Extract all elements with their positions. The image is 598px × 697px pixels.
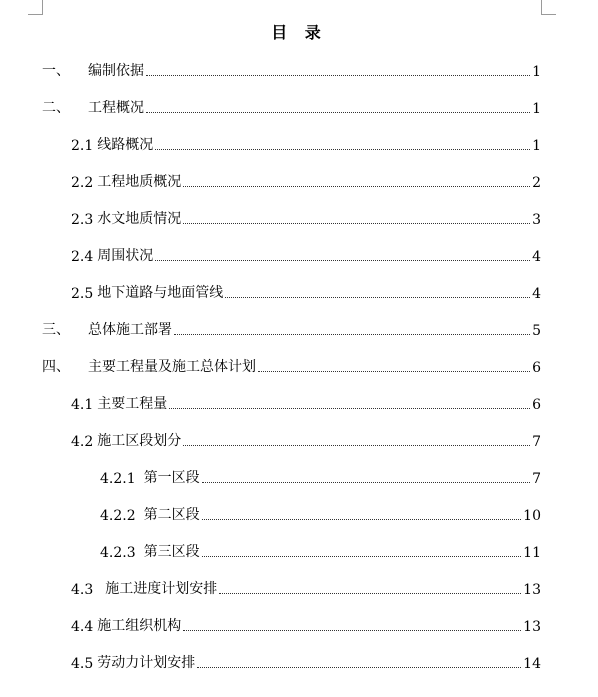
toc-entry-number: 4.2.3: [100, 545, 136, 561]
toc-entry[interactable]: [42, 95, 541, 117]
dot-leader: [174, 334, 530, 335]
toc-entry-title: 工程地质概况: [97, 174, 182, 190]
page-corner-mark-right: [541, 0, 556, 15]
dot-leader: [169, 408, 530, 409]
dot-leader: [183, 630, 521, 631]
toc-entry-number: 4.2: [71, 434, 94, 450]
toc-entry[interactable]: [71, 206, 541, 228]
toc-entry-page: 4: [532, 286, 541, 302]
toc-entry[interactable]: [71, 428, 541, 450]
dot-leader: [219, 593, 521, 594]
toc-entry[interactable]: [42, 58, 541, 80]
toc-entry-title: 施工进度计划安排: [105, 581, 218, 597]
toc-entry-title: 总体施工部署: [88, 322, 172, 338]
toc-entry[interactable]: [71, 613, 541, 635]
toc-entry-page: 7: [532, 434, 541, 450]
dot-leader: [197, 667, 521, 668]
toc-entry-page: 3: [532, 212, 541, 228]
toc-entry-number: 2.1: [71, 138, 94, 154]
toc-entry-page: 13: [523, 619, 541, 635]
toc-entry-title: 第二区段: [143, 507, 200, 523]
toc-entry-title: 施工组织机构: [97, 618, 182, 634]
toc-entry-number: 4.2.2: [100, 508, 136, 524]
dot-leader: [202, 556, 522, 557]
dot-leader: [146, 75, 530, 76]
toc-entry[interactable]: [71, 280, 541, 302]
dot-leader: [258, 371, 530, 372]
dot-leader: [146, 112, 530, 113]
dot-leader: [225, 297, 530, 298]
toc-entry-number: 三、: [42, 322, 70, 338]
toc-entry[interactable]: [71, 391, 541, 413]
toc-entry[interactable]: [71, 169, 541, 191]
toc-entry-title: 工程概况: [88, 100, 144, 116]
toc-entry-title: 编制依据: [88, 63, 144, 79]
toc-entry-title: 主要工程量及施工总体计划: [88, 359, 256, 375]
dot-leader: [155, 149, 530, 150]
toc-entry-page: 5: [532, 323, 541, 339]
toc-entry-number: 2.5: [71, 286, 94, 302]
toc-entry-title: 水文地质情况: [97, 211, 182, 227]
toc-entry[interactable]: [100, 465, 541, 487]
toc-entry-page: 1: [532, 138, 541, 154]
toc-entry-number: 四、: [42, 359, 70, 375]
dot-leader: [183, 223, 530, 224]
toc-entry-title: 第三区段: [143, 544, 200, 560]
toc-entry-number: 4.5: [71, 656, 94, 672]
toc-entry[interactable]: [100, 539, 541, 561]
toc-entry-page: 11: [523, 545, 541, 561]
toc-entry-page: 6: [532, 397, 541, 413]
dot-leader: [202, 519, 522, 520]
toc-entry-page: 7: [532, 471, 541, 487]
dot-leader: [202, 482, 530, 483]
toc-entry-number: 一、: [42, 63, 70, 79]
toc-entry-title: 劳动力计划安排: [97, 655, 196, 671]
toc-entry-title: 地下道路与地面管线: [97, 285, 224, 301]
toc-entry-number: 二、: [42, 100, 70, 116]
toc-entry[interactable]: [100, 502, 541, 524]
toc-entry-number: 4.4: [71, 619, 94, 635]
toc-entry-title: 第一区段: [143, 470, 200, 486]
toc-entry[interactable]: [71, 243, 541, 265]
toc-entry[interactable]: [71, 650, 541, 672]
toc-entry-number: 2.3: [71, 212, 94, 228]
toc-entry-page: 1: [532, 64, 541, 80]
toc-entry[interactable]: [42, 317, 541, 339]
toc-entry[interactable]: [71, 132, 541, 154]
toc-entry-number: 2.4: [71, 249, 94, 265]
toc-entry-page: 2: [532, 175, 541, 191]
dot-leader: [183, 445, 530, 446]
page-corner-mark-left: [28, 0, 43, 15]
dot-leader: [155, 260, 530, 261]
toc-entry-page: 6: [532, 360, 541, 376]
toc-entry-number: 4.1: [71, 397, 94, 413]
toc-entry-page: 13: [523, 582, 541, 598]
toc-entry-title: 施工区段划分: [97, 433, 182, 449]
toc-entry[interactable]: [71, 576, 541, 598]
toc-entry-number: 4.2.1: [100, 471, 136, 487]
toc-entry[interactable]: [42, 354, 541, 376]
toc-entry-page: 14: [523, 656, 541, 672]
toc-entry-page: 1: [532, 101, 541, 117]
toc-entry-page: 10: [523, 508, 541, 524]
dot-leader: [183, 186, 530, 187]
toc-entry-number: 2.2: [71, 175, 94, 191]
toc-entry-title: 主要工程量: [97, 396, 168, 412]
toc-entry-title: 周围状况: [97, 248, 154, 264]
toc-entry-number: 4.3: [71, 582, 94, 598]
toc-entry-title: 线路概况: [97, 137, 154, 153]
toc-title: 目 录: [271, 23, 327, 42]
toc-entry-page: 4: [532, 249, 541, 265]
